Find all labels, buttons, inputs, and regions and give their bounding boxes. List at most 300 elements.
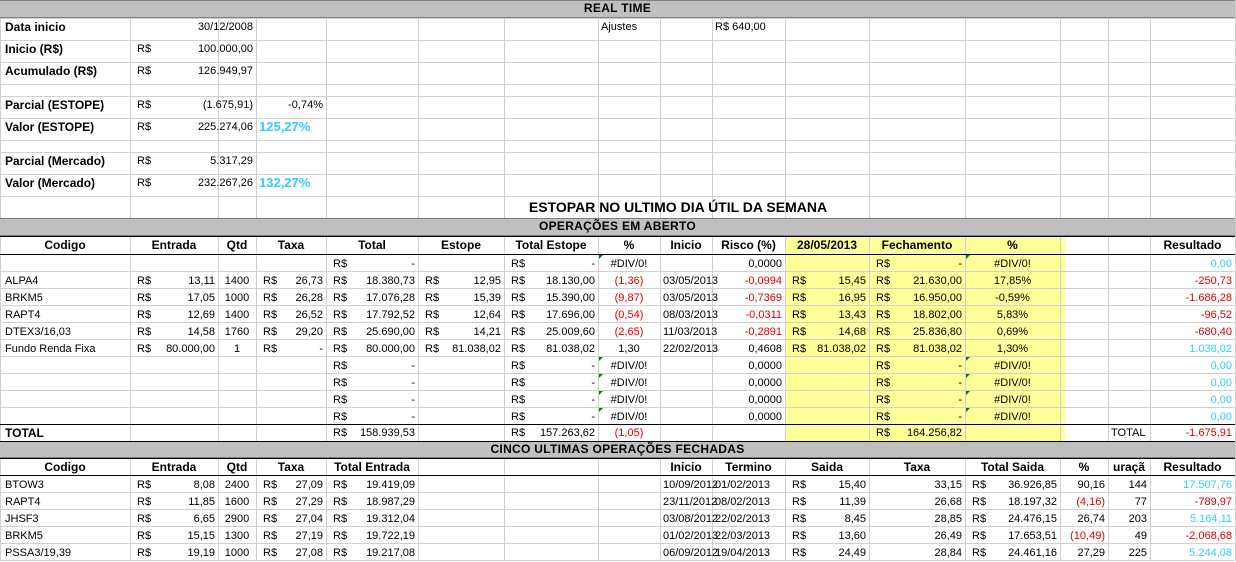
- currency[interactable]: R$: [333, 547, 348, 559]
- currency[interactable]: R$: [137, 513, 152, 525]
- currency[interactable]: R$: [511, 326, 526, 338]
- total-label[interactable]: TOTAL: [5, 426, 44, 440]
- currency[interactable]: R$: [333, 394, 348, 406]
- row-inicio[interactable]: [660, 358, 712, 375]
- row-pct[interactable]: (1,36): [614, 275, 644, 287]
- closed-entrada[interactable]: 19,19: [187, 547, 215, 559]
- row-risco[interactable]: -0,7369: [744, 292, 782, 304]
- closed-duracao[interactable]: 49: [1134, 530, 1147, 542]
- currency[interactable]: R$: [792, 547, 807, 559]
- currency[interactable]: R$: [263, 513, 278, 525]
- currency[interactable]: R$: [263, 309, 278, 321]
- total-estope-value[interactable]: 157.263,62: [539, 427, 595, 439]
- currency[interactable]: R$: [333, 258, 348, 270]
- row-codigo[interactable]: [2, 392, 130, 409]
- currency[interactable]: R$: [333, 275, 348, 287]
- row-total-estope[interactable]: -: [591, 411, 595, 423]
- currency[interactable]: R$: [511, 258, 526, 270]
- currency[interactable]: R$: [972, 513, 987, 525]
- closed-resultado[interactable]: 5.244,08: [1189, 547, 1232, 559]
- currency[interactable]: R$: [137, 326, 152, 338]
- currency[interactable]: R$: [263, 326, 278, 338]
- row-pct[interactable]: #DIV/0!: [610, 360, 648, 372]
- closed-resultado[interactable]: 5.164,11: [1189, 513, 1232, 525]
- closed-codigo[interactable]: BRKM5: [5, 530, 43, 542]
- row-risco[interactable]: 0,0000: [748, 377, 782, 389]
- row-taxa[interactable]: 26,28: [295, 292, 323, 304]
- closed-pct[interactable]: (4,16): [1076, 496, 1105, 508]
- row-pct[interactable]: #DIV/0!: [610, 394, 648, 406]
- total-value[interactable]: 158.939,53: [359, 427, 415, 439]
- error-flag: [966, 408, 970, 412]
- closed-inicio[interactable]: 10/09/2012: [663, 479, 719, 491]
- closed-total[interactable]: 19.419,09: [366, 479, 415, 491]
- currency[interactable]: R$: [263, 343, 278, 355]
- currency[interactable]: R$: [137, 155, 152, 167]
- row-qtd[interactable]: 1000: [224, 292, 250, 304]
- row-inicio[interactable]: 11/03/2013: [663, 326, 718, 338]
- row-total-estope[interactable]: 25.009,60: [546, 326, 595, 338]
- currency[interactable]: R$: [333, 427, 348, 439]
- currency[interactable]: R$: [876, 411, 891, 423]
- row-inicio[interactable]: [660, 256, 712, 273]
- closed-saida[interactable]: 13,60: [838, 530, 866, 542]
- row-resultado[interactable]: -1.686,28: [1185, 292, 1232, 304]
- closed-qtd[interactable]: 1300: [224, 530, 250, 542]
- closed-taxa[interactable]: 27,29: [295, 496, 323, 508]
- row-preco[interactable]: 13,43: [838, 309, 866, 321]
- currency[interactable]: R$: [511, 292, 526, 304]
- closed-taxa2[interactable]: 28,84: [934, 547, 962, 559]
- currency[interactable]: R$: [511, 411, 526, 423]
- closed-taxa[interactable]: 27,08: [295, 547, 323, 559]
- currency[interactable]: R$: [425, 275, 440, 287]
- closed-saida[interactable]: 11,39: [839, 496, 866, 508]
- closed-inicio[interactable]: 23/11/2012: [663, 496, 718, 508]
- currency[interactable]: R$: [333, 479, 348, 491]
- row-preco[interactable]: 14,68: [838, 326, 866, 338]
- row-fechamento[interactable]: 81.038,02: [913, 343, 962, 355]
- parcial-mercado-label[interactable]: Parcial (Mercado): [5, 154, 106, 168]
- row-resultado[interactable]: 0,00: [1210, 360, 1232, 372]
- currency[interactable]: R$: [876, 309, 891, 321]
- row-codigo[interactable]: [2, 256, 130, 273]
- row-resultado[interactable]: 0,00: [1210, 411, 1232, 423]
- closed-entrada[interactable]: 6,65: [193, 513, 215, 525]
- row-resultado[interactable]: -96,52: [1200, 309, 1232, 321]
- row-codigo[interactable]: Fundo Renda Fixa: [5, 343, 96, 355]
- row-qtd[interactable]: [218, 409, 256, 426]
- row-taxa[interactable]: 29,20: [295, 326, 323, 338]
- currency[interactable]: R$: [876, 326, 891, 338]
- row-codigo[interactable]: ALPA4: [5, 275, 39, 287]
- row-total-estope[interactable]: -: [591, 360, 595, 372]
- row-inicio[interactable]: [660, 409, 712, 426]
- currency[interactable]: R$: [876, 258, 891, 270]
- currency[interactable]: R$: [263, 530, 278, 542]
- row-entrada[interactable]: 14,58: [187, 326, 215, 338]
- currency[interactable]: R$: [333, 343, 348, 355]
- closed-total[interactable]: 19.722,19: [366, 530, 415, 542]
- currency[interactable]: R$: [792, 530, 807, 542]
- currency[interactable]: R$: [425, 309, 440, 321]
- col-header-1: Entrada: [151, 238, 197, 252]
- closed-qtd[interactable]: 1600: [224, 496, 250, 508]
- row-pct2[interactable]: -0,59%: [995, 292, 1030, 304]
- currency[interactable]: R$: [876, 360, 891, 372]
- row-inicio[interactable]: 08/03/2013: [663, 309, 719, 321]
- row-taxa[interactable]: -: [319, 343, 323, 355]
- row-resultado[interactable]: 0,00: [1210, 394, 1232, 406]
- row-qtd[interactable]: [218, 256, 256, 273]
- currency[interactable]: R$: [137, 43, 152, 55]
- currency[interactable]: R$: [876, 427, 891, 439]
- closed-pct[interactable]: 27,29: [1077, 547, 1105, 559]
- closed-total[interactable]: 19.217,08: [366, 547, 415, 559]
- currency[interactable]: R$: [792, 309, 807, 321]
- row-risco[interactable]: 0,0000: [748, 258, 782, 270]
- row-total[interactable]: 17.792,52: [366, 309, 415, 321]
- row-estope[interactable]: 12,95: [473, 275, 501, 287]
- row-total[interactable]: 80.000,00: [366, 343, 415, 355]
- closed-termino[interactable]: 22/03/2013: [715, 530, 771, 542]
- parcial-mercado-value[interactable]: 5.317,29: [210, 155, 253, 167]
- row-entrada[interactable]: 17,05: [187, 292, 215, 304]
- closed-taxa2[interactable]: 26,68: [934, 496, 962, 508]
- currency[interactable]: R$: [263, 496, 278, 508]
- currency[interactable]: R$: [333, 377, 348, 389]
- inicio-value[interactable]: 100.000,00: [197, 43, 253, 55]
- currency[interactable]: R$: [876, 343, 891, 355]
- closed-inicio[interactable]: 03/08/2012: [663, 513, 719, 525]
- row-pct[interactable]: #DIV/0!: [610, 411, 648, 423]
- total-resultado[interactable]: -1.675,91: [1185, 427, 1232, 439]
- closed-saida[interactable]: 15,40: [838, 479, 866, 491]
- row-qtd[interactable]: [218, 375, 256, 392]
- currency[interactable]: R$: [137, 65, 152, 77]
- row-qtd[interactable]: 1400: [224, 275, 250, 287]
- total-pct[interactable]: (1,05): [614, 427, 644, 439]
- row-resultado[interactable]: -250,73: [1194, 275, 1232, 287]
- valor-estope-value[interactable]: 225.274,06: [197, 121, 253, 133]
- row-entrada[interactable]: 13,11: [188, 275, 215, 287]
- currency[interactable]: R$: [972, 547, 987, 559]
- row-qtd[interactable]: [218, 392, 256, 409]
- row-risco[interactable]: -0,2891: [744, 326, 782, 338]
- row-pct[interactable]: (9,87): [614, 292, 644, 304]
- row-preco[interactable]: 15,45: [838, 275, 866, 287]
- grid-row-line: [0, 196, 1235, 197]
- row-fechamento[interactable]: 21.630,00: [913, 275, 962, 287]
- closed-taxa2[interactable]: 26,49: [934, 530, 962, 542]
- closed-resultado[interactable]: -789,97: [1194, 496, 1232, 508]
- row-total-estope[interactable]: 81.038,02: [546, 343, 595, 355]
- parcial-estope-pct[interactable]: -0,74%: [288, 99, 323, 111]
- currency[interactable]: R$: [263, 292, 278, 304]
- ajustes-value[interactable]: R$ 640,00: [715, 21, 766, 33]
- currency[interactable]: R$: [792, 343, 807, 355]
- valor-estope-label[interactable]: Valor (ESTOPE): [5, 120, 95, 134]
- row-entrada[interactable]: 80.000,00: [166, 343, 215, 355]
- currency[interactable]: R$: [425, 343, 440, 355]
- row-risco[interactable]: 0,4608: [748, 343, 782, 355]
- row-fechamento[interactable]: -: [958, 411, 962, 423]
- row-codigo[interactable]: [2, 409, 130, 426]
- closed-qtd[interactable]: 2900: [224, 513, 250, 525]
- row-pct2[interactable]: 17,85%: [993, 275, 1032, 287]
- currency[interactable]: R$: [425, 326, 440, 338]
- row-total[interactable]: -: [411, 411, 415, 423]
- currency[interactable]: R$: [333, 411, 348, 423]
- closed-duracao[interactable]: 77: [1134, 496, 1147, 508]
- closed-termino[interactable]: 19/04/2013: [715, 547, 771, 559]
- parcial-estope-label[interactable]: Parcial (ESTOPE): [5, 98, 105, 112]
- row-inicio[interactable]: 22/02/2013: [663, 343, 719, 355]
- row-fechamento[interactable]: -: [958, 258, 962, 270]
- closed-total-saida[interactable]: 17.653,51: [1008, 530, 1057, 542]
- row-total[interactable]: -: [411, 360, 415, 372]
- row-codigo[interactable]: DTEX3/16,03: [5, 326, 72, 338]
- row-qtd[interactable]: [218, 358, 256, 375]
- closed-pct[interactable]: 90,16: [1077, 479, 1105, 491]
- total-fech-value[interactable]: 164.256,82: [906, 427, 962, 439]
- row-total-estope[interactable]: -: [591, 377, 595, 389]
- currency[interactable]: R$: [137, 275, 152, 287]
- row-risco[interactable]: 0,0000: [748, 394, 782, 406]
- row-pct[interactable]: (2,65): [614, 326, 644, 338]
- row-estope[interactable]: 12,64: [473, 309, 501, 321]
- currency[interactable]: R$: [972, 496, 987, 508]
- currency[interactable]: R$: [511, 275, 526, 287]
- currency[interactable]: R$: [972, 479, 987, 491]
- row-pct2[interactable]: #DIV/0!: [994, 360, 1031, 372]
- total-label-2[interactable]: TOTAL: [1111, 427, 1146, 439]
- currency[interactable]: R$: [333, 292, 348, 304]
- closed-taxa[interactable]: 27,09: [295, 479, 323, 491]
- acum-label[interactable]: Acumulado (R$): [5, 64, 98, 78]
- closed-codigo[interactable]: JHSF3: [5, 513, 39, 525]
- closed-pct[interactable]: (10,49): [1070, 530, 1105, 542]
- row-pct[interactable]: #DIV/0!: [610, 377, 648, 389]
- row-pct2[interactable]: 0,69%: [996, 326, 1029, 338]
- currency[interactable]: R$: [263, 275, 278, 287]
- closed-taxa2[interactable]: 33,15: [934, 479, 962, 491]
- row-fechamento[interactable]: -: [958, 377, 962, 389]
- parcial-estope-value[interactable]: (1.675,91): [202, 99, 253, 111]
- row-pct2[interactable]: #DIV/0!: [994, 411, 1031, 423]
- currency[interactable]: R$: [511, 394, 526, 406]
- row-total[interactable]: 18.380,73: [366, 275, 415, 287]
- currency[interactable]: R$: [137, 177, 152, 189]
- currency[interactable]: R$: [792, 496, 807, 508]
- currency[interactable]: R$: [137, 99, 152, 111]
- closed-inicio[interactable]: 06/09/2012: [663, 547, 719, 559]
- currency[interactable]: R$: [137, 496, 152, 508]
- currency[interactable]: R$: [511, 427, 526, 439]
- closed-duracao[interactable]: 203: [1128, 513, 1147, 525]
- row-risco[interactable]: -0,0311: [745, 309, 782, 321]
- ajustes-label[interactable]: Ajustes: [601, 21, 638, 33]
- currency[interactable]: R$: [876, 377, 891, 389]
- row-inicio[interactable]: [660, 375, 712, 392]
- row-fechamento[interactable]: -: [958, 360, 962, 372]
- valor-estope-pct[interactable]: 125,27%: [259, 119, 311, 134]
- row-pct2[interactable]: #DIV/0!: [994, 258, 1031, 270]
- row-resultado[interactable]: -680,40: [1194, 326, 1232, 338]
- currency[interactable]: R$: [137, 121, 152, 133]
- currency[interactable]: R$: [972, 530, 987, 542]
- inicio-label[interactable]: Inicio (R$): [5, 42, 64, 56]
- currency[interactable]: R$: [792, 513, 807, 525]
- row-codigo[interactable]: [2, 375, 130, 392]
- row-resultado[interactable]: 1.038,02: [1189, 343, 1232, 355]
- row-pct2[interactable]: #DIV/0!: [994, 394, 1031, 406]
- row-pct2[interactable]: 5,83%: [996, 309, 1029, 321]
- row-qtd[interactable]: 1: [233, 343, 241, 355]
- row-pct[interactable]: #DIV/0!: [610, 258, 648, 270]
- closed-taxa[interactable]: 27,04: [295, 513, 323, 525]
- currency[interactable]: R$: [137, 530, 152, 542]
- row-inicio[interactable]: 03/05/2013: [663, 292, 719, 304]
- currency[interactable]: R$: [511, 343, 526, 355]
- row-inicio[interactable]: [660, 392, 712, 409]
- closed-qtd[interactable]: 1000: [224, 547, 250, 559]
- row-preco[interactable]: 16,95: [838, 292, 866, 304]
- closed-entrada[interactable]: 11,85: [188, 496, 215, 508]
- closed-resultado[interactable]: 17.507,76: [1183, 479, 1232, 491]
- data-inicio-value[interactable]: 30/12/2008: [197, 21, 253, 33]
- row-risco[interactable]: -0,0994: [744, 275, 782, 287]
- closed-termino[interactable]: 08/02/2013: [715, 496, 771, 508]
- row-total-estope[interactable]: -: [591, 394, 595, 406]
- row-fechamento[interactable]: 25.836,80: [913, 326, 962, 338]
- closed-duracao[interactable]: 225: [1128, 547, 1147, 559]
- row-total[interactable]: -: [411, 394, 415, 406]
- row-total[interactable]: -: [411, 377, 415, 389]
- row-total-estope[interactable]: -: [591, 258, 595, 270]
- row-preco[interactable]: 81.038,02: [817, 343, 866, 355]
- row-pct[interactable]: 1,30: [618, 343, 640, 355]
- row-resultado[interactable]: 0,00: [1210, 258, 1232, 270]
- row-qtd[interactable]: 1760: [224, 326, 250, 338]
- closed-codigo[interactable]: RAPT4: [5, 496, 41, 508]
- currency[interactable]: R$: [333, 530, 348, 542]
- closed-saida[interactable]: 8,45: [844, 513, 866, 525]
- closed-total[interactable]: 18.987,29: [366, 496, 415, 508]
- row-pct2[interactable]: 1,30%: [996, 343, 1029, 355]
- closed-codigo[interactable]: PSSA3/19,39: [5, 547, 72, 559]
- row-codigo[interactable]: [2, 358, 130, 375]
- row-total[interactable]: -: [411, 258, 415, 270]
- row-codigo[interactable]: BRKM5: [5, 292, 43, 304]
- closed-total-saida[interactable]: 24.476,15: [1008, 513, 1057, 525]
- closed-total[interactable]: 19.312,04: [366, 513, 415, 525]
- currency[interactable]: R$: [876, 292, 891, 304]
- data-inicio-label[interactable]: Data inicio: [5, 20, 66, 34]
- currency[interactable]: R$: [876, 275, 891, 287]
- currency[interactable]: R$: [333, 360, 348, 372]
- row-taxa[interactable]: 26,52: [295, 309, 323, 321]
- currency[interactable]: R$: [137, 343, 152, 355]
- closed-entrada[interactable]: 8,08: [193, 479, 215, 491]
- closed-inicio[interactable]: 01/02/2013: [663, 530, 719, 542]
- currency[interactable]: R$: [333, 496, 348, 508]
- currency[interactable]: R$: [792, 326, 807, 338]
- valor-mercado-pct[interactable]: 132,27%: [259, 175, 311, 190]
- row-codigo[interactable]: RAPT4: [5, 309, 41, 321]
- row-inicio[interactable]: 03/05/2013: [663, 275, 719, 287]
- row-risco[interactable]: 0,0000: [748, 360, 782, 372]
- grid-row-line: [0, 84, 1235, 85]
- row-risco[interactable]: 0,0000: [748, 411, 782, 423]
- currency[interactable]: R$: [263, 479, 278, 491]
- row-estope[interactable]: 14,21: [473, 326, 501, 338]
- closed-total-saida[interactable]: 36.926,85: [1008, 479, 1057, 491]
- fechadas-header-4: Total Entrada: [334, 460, 410, 474]
- row-qtd[interactable]: 1400: [224, 309, 250, 321]
- row-estope[interactable]: 81.038,02: [452, 343, 501, 355]
- row-resultado[interactable]: 0,00: [1210, 377, 1232, 389]
- currency[interactable]: R$: [137, 309, 152, 321]
- currency[interactable]: R$: [137, 292, 152, 304]
- closed-taxa[interactable]: 27,19: [295, 530, 323, 542]
- currency[interactable]: R$: [333, 309, 348, 321]
- row-taxa[interactable]: 26,73: [295, 275, 323, 287]
- closed-total-saida[interactable]: 18.197,32: [1008, 496, 1057, 508]
- closed-saida[interactable]: 24,49: [838, 547, 866, 559]
- currency[interactable]: R$: [511, 360, 526, 372]
- row-total[interactable]: 17.076,28: [366, 292, 415, 304]
- row-total-estope[interactable]: 18.130,00: [546, 275, 595, 287]
- currency[interactable]: R$: [425, 292, 440, 304]
- row-fechamento[interactable]: -: [958, 394, 962, 406]
- valor-mercado-label[interactable]: Valor (Mercado): [5, 176, 96, 190]
- row-total-estope[interactable]: 15.390,00: [546, 292, 595, 304]
- currency[interactable]: R$: [333, 513, 348, 525]
- currency[interactable]: R$: [137, 547, 152, 559]
- row-entrada[interactable]: 12,69: [187, 309, 215, 321]
- closed-pct[interactable]: 26,74: [1077, 513, 1105, 525]
- row-fechamento[interactable]: 18.802,00: [913, 309, 962, 321]
- closed-entrada[interactable]: 15,15: [187, 530, 215, 542]
- row-fechamento[interactable]: 16.950,00: [913, 292, 962, 304]
- closed-taxa2[interactable]: 28,85: [934, 513, 962, 525]
- currency[interactable]: R$: [511, 377, 526, 389]
- currency[interactable]: R$: [876, 394, 891, 406]
- closed-codigo[interactable]: BTOW3: [5, 479, 44, 491]
- row-total-estope[interactable]: 17.696,00: [546, 309, 595, 321]
- valor-mercado-value[interactable]: 232.267,26: [197, 177, 253, 189]
- row-pct2[interactable]: #DIV/0!: [994, 377, 1031, 389]
- currency[interactable]: R$: [792, 275, 807, 287]
- closed-termino[interactable]: 22/02/2013: [715, 513, 771, 525]
- row-total[interactable]: 25.690,00: [366, 326, 415, 338]
- row-pct[interactable]: (0,54): [614, 309, 644, 321]
- currency[interactable]: R$: [511, 309, 526, 321]
- closed-termino[interactable]: 01/02/2013: [715, 479, 771, 491]
- acum-value[interactable]: 126.949,97: [197, 65, 253, 77]
- currency[interactable]: R$: [333, 326, 348, 338]
- closed-total-saida[interactable]: 24.461,16: [1008, 547, 1057, 559]
- currency[interactable]: R$: [137, 479, 152, 491]
- currency[interactable]: R$: [792, 292, 807, 304]
- currency[interactable]: R$: [263, 547, 278, 559]
- closed-duracao[interactable]: 144: [1128, 479, 1147, 491]
- closed-resultado[interactable]: -2.068,68: [1185, 530, 1232, 542]
- currency[interactable]: R$: [792, 479, 807, 491]
- closed-qtd[interactable]: 2400: [224, 479, 250, 491]
- row-estope[interactable]: 15,39: [473, 292, 501, 304]
